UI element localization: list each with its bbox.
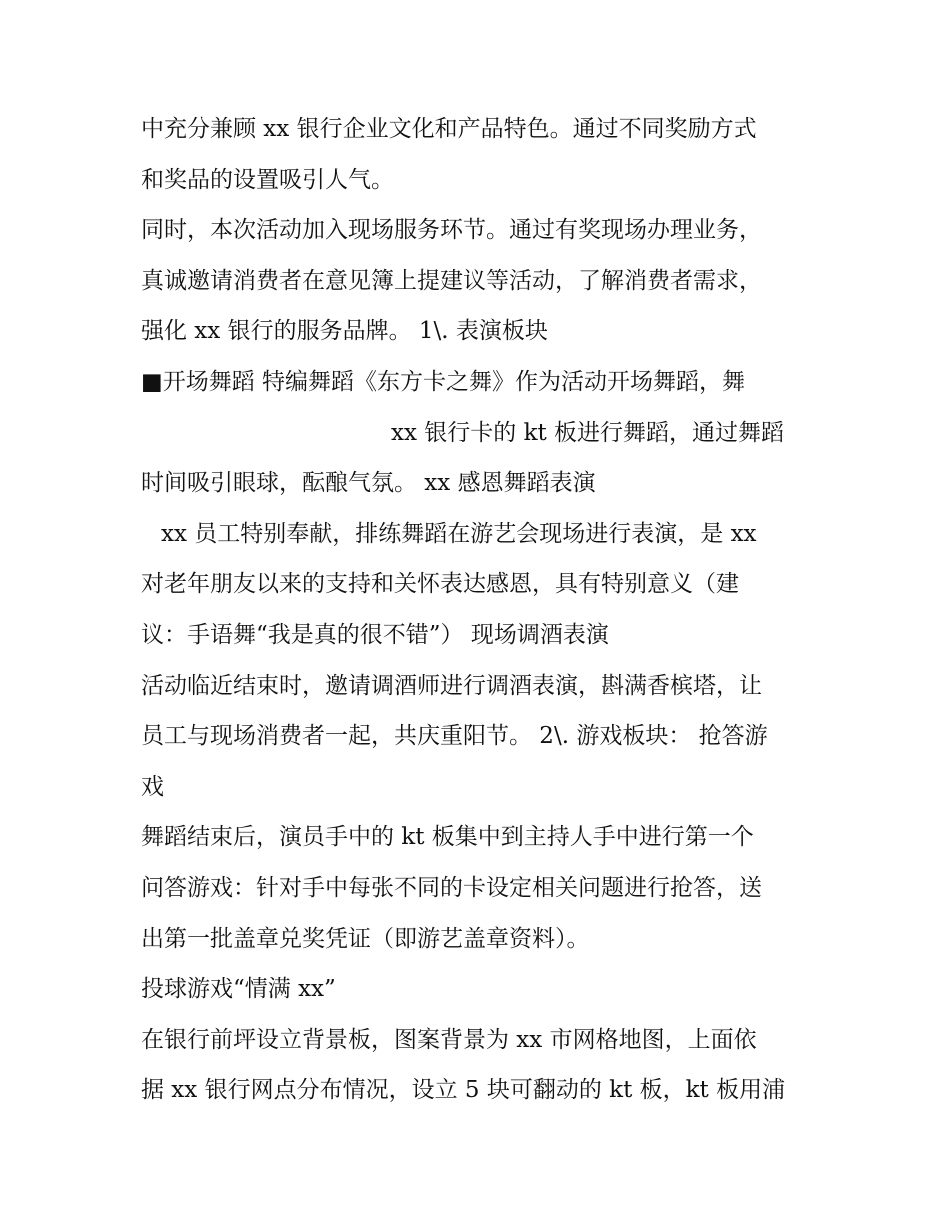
text-line: 同时，本次活动加入现场服务环节。通过有奖现场办理业务， [141, 217, 762, 243]
text-line: 议：手语舞“我是真的很不错”） 现场调酒表演 [141, 622, 609, 648]
text-line: 投球游戏“情满 xx” [141, 976, 336, 1002]
text-line: xx 员工特别奉献，排练舞蹈在游艺会现场进行表演，是 xx [161, 521, 757, 547]
text-line: 问答游戏：针对手中每张不同的卡设定相关问题进行抢答，送 [141, 875, 762, 901]
text-line: 活动临近结束时，邀请调酒师进行调酒表演，斟满香槟塔，让 [141, 673, 762, 699]
text-line: 时间吸引眼球，酝酿气氛。 xx 感恩舞蹈表演 [141, 470, 596, 496]
text-line: 真诚邀请消费者在意见簿上提建议等活动，了解消费者需求， [141, 268, 762, 294]
text-line: 中充分兼顾 xx 银行企业文化和产品特色。通过不同奖励方式 [141, 116, 757, 142]
text-line: 在银行前坪设立背景板，图案背景为 xx 市网格地图，上面依 [141, 1027, 757, 1053]
text-line: 员工与现场消费者一起，共庆重阳节。 2\. 游戏板块： 抢答游 [141, 723, 768, 749]
text-line: xx 银行卡的 kt 板进行舞蹈，通过舞蹈 [391, 420, 785, 446]
text-line: 和奖品的设置吸引人气。 [141, 167, 394, 193]
text-line: 据 xx 银行网点分布情况，设立 5 块可翻动的 kt 板，kt 板用浦 [141, 1077, 786, 1103]
text-line: 戏 [141, 774, 164, 800]
text-line: 舞蹈结束后，演员手中的 kt 板集中到主持人手中进行第一个 [141, 824, 754, 850]
text-line: ■开场舞蹈 特编舞蹈《东方卡之舞》作为活动开场舞蹈，舞 [141, 369, 746, 395]
text-line: 强化 xx 银行的服务品牌。 1\. 表演板块 [141, 318, 548, 344]
text-line: 对老年朋友以来的支持和关怀表达感恩，具有特别意义（建 [141, 571, 739, 597]
text-line: 出第一批盖章兑奖凭证（即游艺盖章资料）。 [141, 926, 590, 952]
